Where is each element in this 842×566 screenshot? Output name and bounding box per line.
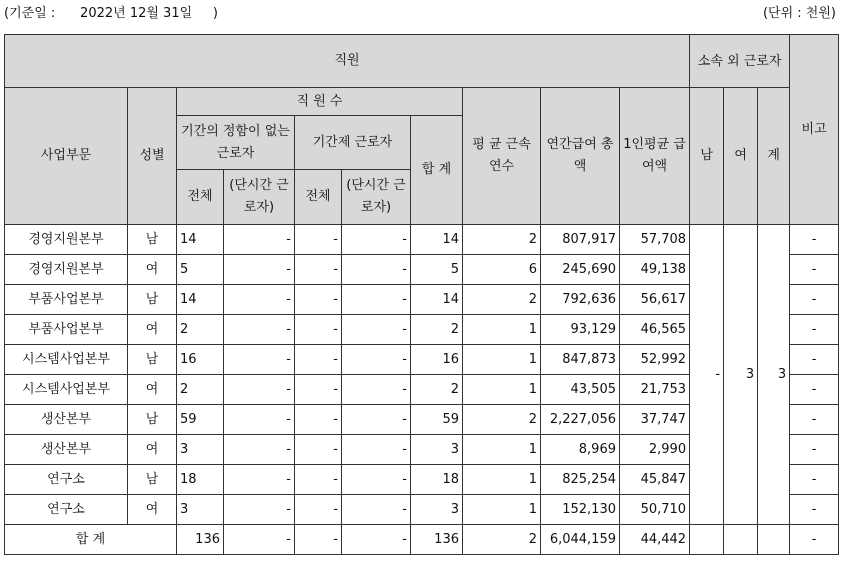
cell-tenure: 1 bbox=[463, 375, 541, 405]
cell-perm-part: - bbox=[224, 315, 295, 345]
header-outsourced: 소속 외 근로자 bbox=[690, 35, 790, 88]
header-fixed-all: 전체 bbox=[295, 170, 342, 225]
cell-fixed-part: - bbox=[342, 345, 411, 375]
cell-fixed-all: - bbox=[295, 345, 342, 375]
total-sum: 136 bbox=[411, 525, 463, 555]
cell-perm-part: - bbox=[224, 255, 295, 285]
cell-gender: 남 bbox=[128, 465, 177, 495]
cell-division: 경영지원본부 bbox=[5, 225, 128, 255]
cell-perm-part: - bbox=[224, 495, 295, 525]
header-division: 사업부문 bbox=[5, 88, 128, 225]
cell-division: 부품사업본부 bbox=[5, 315, 128, 345]
cell-fixed-part: - bbox=[342, 315, 411, 345]
cell-division: 생산본부 bbox=[5, 405, 128, 435]
cell-tenure: 1 bbox=[463, 465, 541, 495]
cell-fixed-part: - bbox=[342, 495, 411, 525]
total-row bbox=[5, 525, 839, 555]
cell-note: - bbox=[790, 315, 839, 345]
cell-outsourced-male: - bbox=[690, 225, 724, 525]
cell-pay-total: 8,969 bbox=[541, 435, 620, 465]
cell-sum: 3 bbox=[411, 495, 463, 525]
cell-note: - bbox=[790, 435, 839, 465]
header-gender: 성별 bbox=[128, 88, 177, 225]
cell-tenure: 1 bbox=[463, 435, 541, 465]
header-avg-tenure: 평 균 근속연수 bbox=[463, 88, 541, 225]
cell-division: 경영지원본부 bbox=[5, 255, 128, 285]
cell-pay-total: 2,227,056 bbox=[541, 405, 620, 435]
cell-pay-total: 245,690 bbox=[541, 255, 620, 285]
cell-perm-all: 59 bbox=[177, 405, 224, 435]
cell-fixed-part: - bbox=[342, 225, 411, 255]
cell-outsourced-female: 3 bbox=[724, 225, 758, 525]
cell-gender: 여 bbox=[128, 435, 177, 465]
cell-pay-total: 807,917 bbox=[541, 225, 620, 255]
total-outsourced-total bbox=[758, 525, 790, 555]
cell-note: - bbox=[790, 345, 839, 375]
header-annual-pay: 연간급여 총 액 bbox=[541, 88, 620, 225]
cell-note: - bbox=[790, 495, 839, 525]
cell-pay-total: 847,873 bbox=[541, 345, 620, 375]
cell-division: 시스템사업본부 bbox=[5, 345, 128, 375]
cell-gender: 여 bbox=[128, 255, 177, 285]
cell-pay-avg: 21,753 bbox=[620, 375, 690, 405]
cell-perm-part: - bbox=[224, 375, 295, 405]
cell-note: - bbox=[790, 255, 839, 285]
header-outsourced-male: 남 bbox=[690, 88, 724, 225]
cell-perm-part: - bbox=[224, 465, 295, 495]
cell-note: - bbox=[790, 285, 839, 315]
unit-label: (단위 : 천원) bbox=[762, 6, 836, 21]
cell-pay-avg: 2,990 bbox=[620, 435, 690, 465]
header-outsourced-female: 여 bbox=[724, 88, 758, 225]
total-perm-all: 136 bbox=[177, 525, 224, 555]
cell-tenure: 2 bbox=[463, 225, 541, 255]
employee-status-table bbox=[4, 34, 839, 555]
header-headcount: 직 원 수 bbox=[177, 88, 463, 116]
cell-pay-avg: 52,992 bbox=[620, 345, 690, 375]
cell-fixed-all: - bbox=[295, 465, 342, 495]
total-tenure: 2 bbox=[463, 525, 541, 555]
cell-sum: 16 bbox=[411, 345, 463, 375]
cell-perm-part: - bbox=[224, 405, 295, 435]
cell-perm-all: 16 bbox=[177, 345, 224, 375]
header-perm-part-time: (단시간 근로자) bbox=[224, 170, 295, 225]
cell-pay-total: 825,254 bbox=[541, 465, 620, 495]
total-note: - bbox=[790, 525, 839, 555]
cell-pay-avg: 49,138 bbox=[620, 255, 690, 285]
cell-perm-part: - bbox=[224, 285, 295, 315]
cell-perm-all: 3 bbox=[177, 495, 224, 525]
cell-perm-all: 5 bbox=[177, 255, 224, 285]
cell-perm-all: 14 bbox=[177, 225, 224, 255]
cell-sum: 2 bbox=[411, 315, 463, 345]
cell-fixed-part: - bbox=[342, 405, 411, 435]
cell-tenure: 1 bbox=[463, 315, 541, 345]
cell-pay-total: 792,636 bbox=[541, 285, 620, 315]
table-row bbox=[5, 225, 839, 255]
cell-perm-part: - bbox=[224, 345, 295, 375]
cell-perm-all: 14 bbox=[177, 285, 224, 315]
cell-pay-avg: 56,617 bbox=[620, 285, 690, 315]
cell-fixed-all: - bbox=[295, 495, 342, 525]
cell-fixed-all: - bbox=[295, 255, 342, 285]
header-avg-pay: 1인평균 급여액 bbox=[620, 88, 690, 225]
total-pay-avg: 44,442 bbox=[620, 525, 690, 555]
total-outsourced-male bbox=[690, 525, 724, 555]
cell-sum: 14 bbox=[411, 285, 463, 315]
cell-fixed-all: - bbox=[295, 225, 342, 255]
cell-tenure: 6 bbox=[463, 255, 541, 285]
cell-pay-total: 152,130 bbox=[541, 495, 620, 525]
cell-fixed-all: - bbox=[295, 405, 342, 435]
cell-pay-avg: 45,847 bbox=[620, 465, 690, 495]
total-label: 합 계 bbox=[5, 525, 177, 555]
cell-gender: 남 bbox=[128, 285, 177, 315]
cell-outsourced-total: 3 bbox=[758, 225, 790, 525]
cell-gender: 여 bbox=[128, 495, 177, 525]
cell-pay-total: 93,129 bbox=[541, 315, 620, 345]
reference-date: (기준일 : 2022년 12월 31일 ) bbox=[4, 6, 218, 21]
cell-fixed-all: - bbox=[295, 375, 342, 405]
cell-fixed-part: - bbox=[342, 375, 411, 405]
cell-pay-total: 43,505 bbox=[541, 375, 620, 405]
header-permanent: 기간의 정함이 없는 근로자 bbox=[177, 116, 295, 170]
header-employees: 직원 bbox=[5, 35, 690, 88]
total-fixed-all: - bbox=[295, 525, 342, 555]
cell-sum: 14 bbox=[411, 225, 463, 255]
total-perm-part: - bbox=[224, 525, 295, 555]
header-perm-all: 전체 bbox=[177, 170, 224, 225]
cell-fixed-all: - bbox=[295, 435, 342, 465]
cell-note: - bbox=[790, 375, 839, 405]
cell-tenure: 2 bbox=[463, 405, 541, 435]
cell-fixed-part: - bbox=[342, 435, 411, 465]
cell-tenure: 1 bbox=[463, 345, 541, 375]
total-fixed-part: - bbox=[342, 525, 411, 555]
cell-sum: 18 bbox=[411, 465, 463, 495]
cell-perm-part: - bbox=[224, 435, 295, 465]
cell-fixed-part: - bbox=[342, 465, 411, 495]
cell-perm-all: 2 bbox=[177, 315, 224, 345]
cell-division: 생산본부 bbox=[5, 435, 128, 465]
cell-pay-avg: 37,747 bbox=[620, 405, 690, 435]
header-note: 비고 bbox=[790, 35, 839, 225]
cell-pay-avg: 50,710 bbox=[620, 495, 690, 525]
cell-division: 부품사업본부 bbox=[5, 285, 128, 315]
total-pay-total: 6,044,159 bbox=[541, 525, 620, 555]
header-fixed-term: 기간제 근로자 bbox=[295, 116, 411, 170]
cell-fixed-part: - bbox=[342, 285, 411, 315]
cell-pay-avg: 46,565 bbox=[620, 315, 690, 345]
cell-fixed-all: - bbox=[295, 315, 342, 345]
cell-gender: 남 bbox=[128, 225, 177, 255]
header-fixed-part-time: (단시간 근로자) bbox=[342, 170, 411, 225]
cell-perm-all: 3 bbox=[177, 435, 224, 465]
cell-note: - bbox=[790, 405, 839, 435]
cell-sum: 5 bbox=[411, 255, 463, 285]
cell-pay-avg: 57,708 bbox=[620, 225, 690, 255]
cell-tenure: 1 bbox=[463, 495, 541, 525]
cell-division: 연구소 bbox=[5, 465, 128, 495]
cell-gender: 여 bbox=[128, 375, 177, 405]
cell-division: 시스템사업본부 bbox=[5, 375, 128, 405]
cell-division: 연구소 bbox=[5, 495, 128, 525]
header-outsourced-total: 계 bbox=[758, 88, 790, 225]
cell-note: - bbox=[790, 465, 839, 495]
cell-perm-part: - bbox=[224, 225, 295, 255]
cell-sum: 2 bbox=[411, 375, 463, 405]
cell-gender: 남 bbox=[128, 405, 177, 435]
cell-gender: 남 bbox=[128, 345, 177, 375]
cell-gender: 여 bbox=[128, 315, 177, 345]
total-outsourced-female bbox=[724, 525, 758, 555]
cell-perm-all: 2 bbox=[177, 375, 224, 405]
header-subtotal: 합 계 bbox=[411, 116, 463, 225]
cell-fixed-part: - bbox=[342, 255, 411, 285]
cell-note: - bbox=[790, 225, 839, 255]
cell-tenure: 2 bbox=[463, 285, 541, 315]
cell-sum: 59 bbox=[411, 405, 463, 435]
cell-perm-all: 18 bbox=[177, 465, 224, 495]
cell-fixed-all: - bbox=[295, 285, 342, 315]
cell-sum: 3 bbox=[411, 435, 463, 465]
